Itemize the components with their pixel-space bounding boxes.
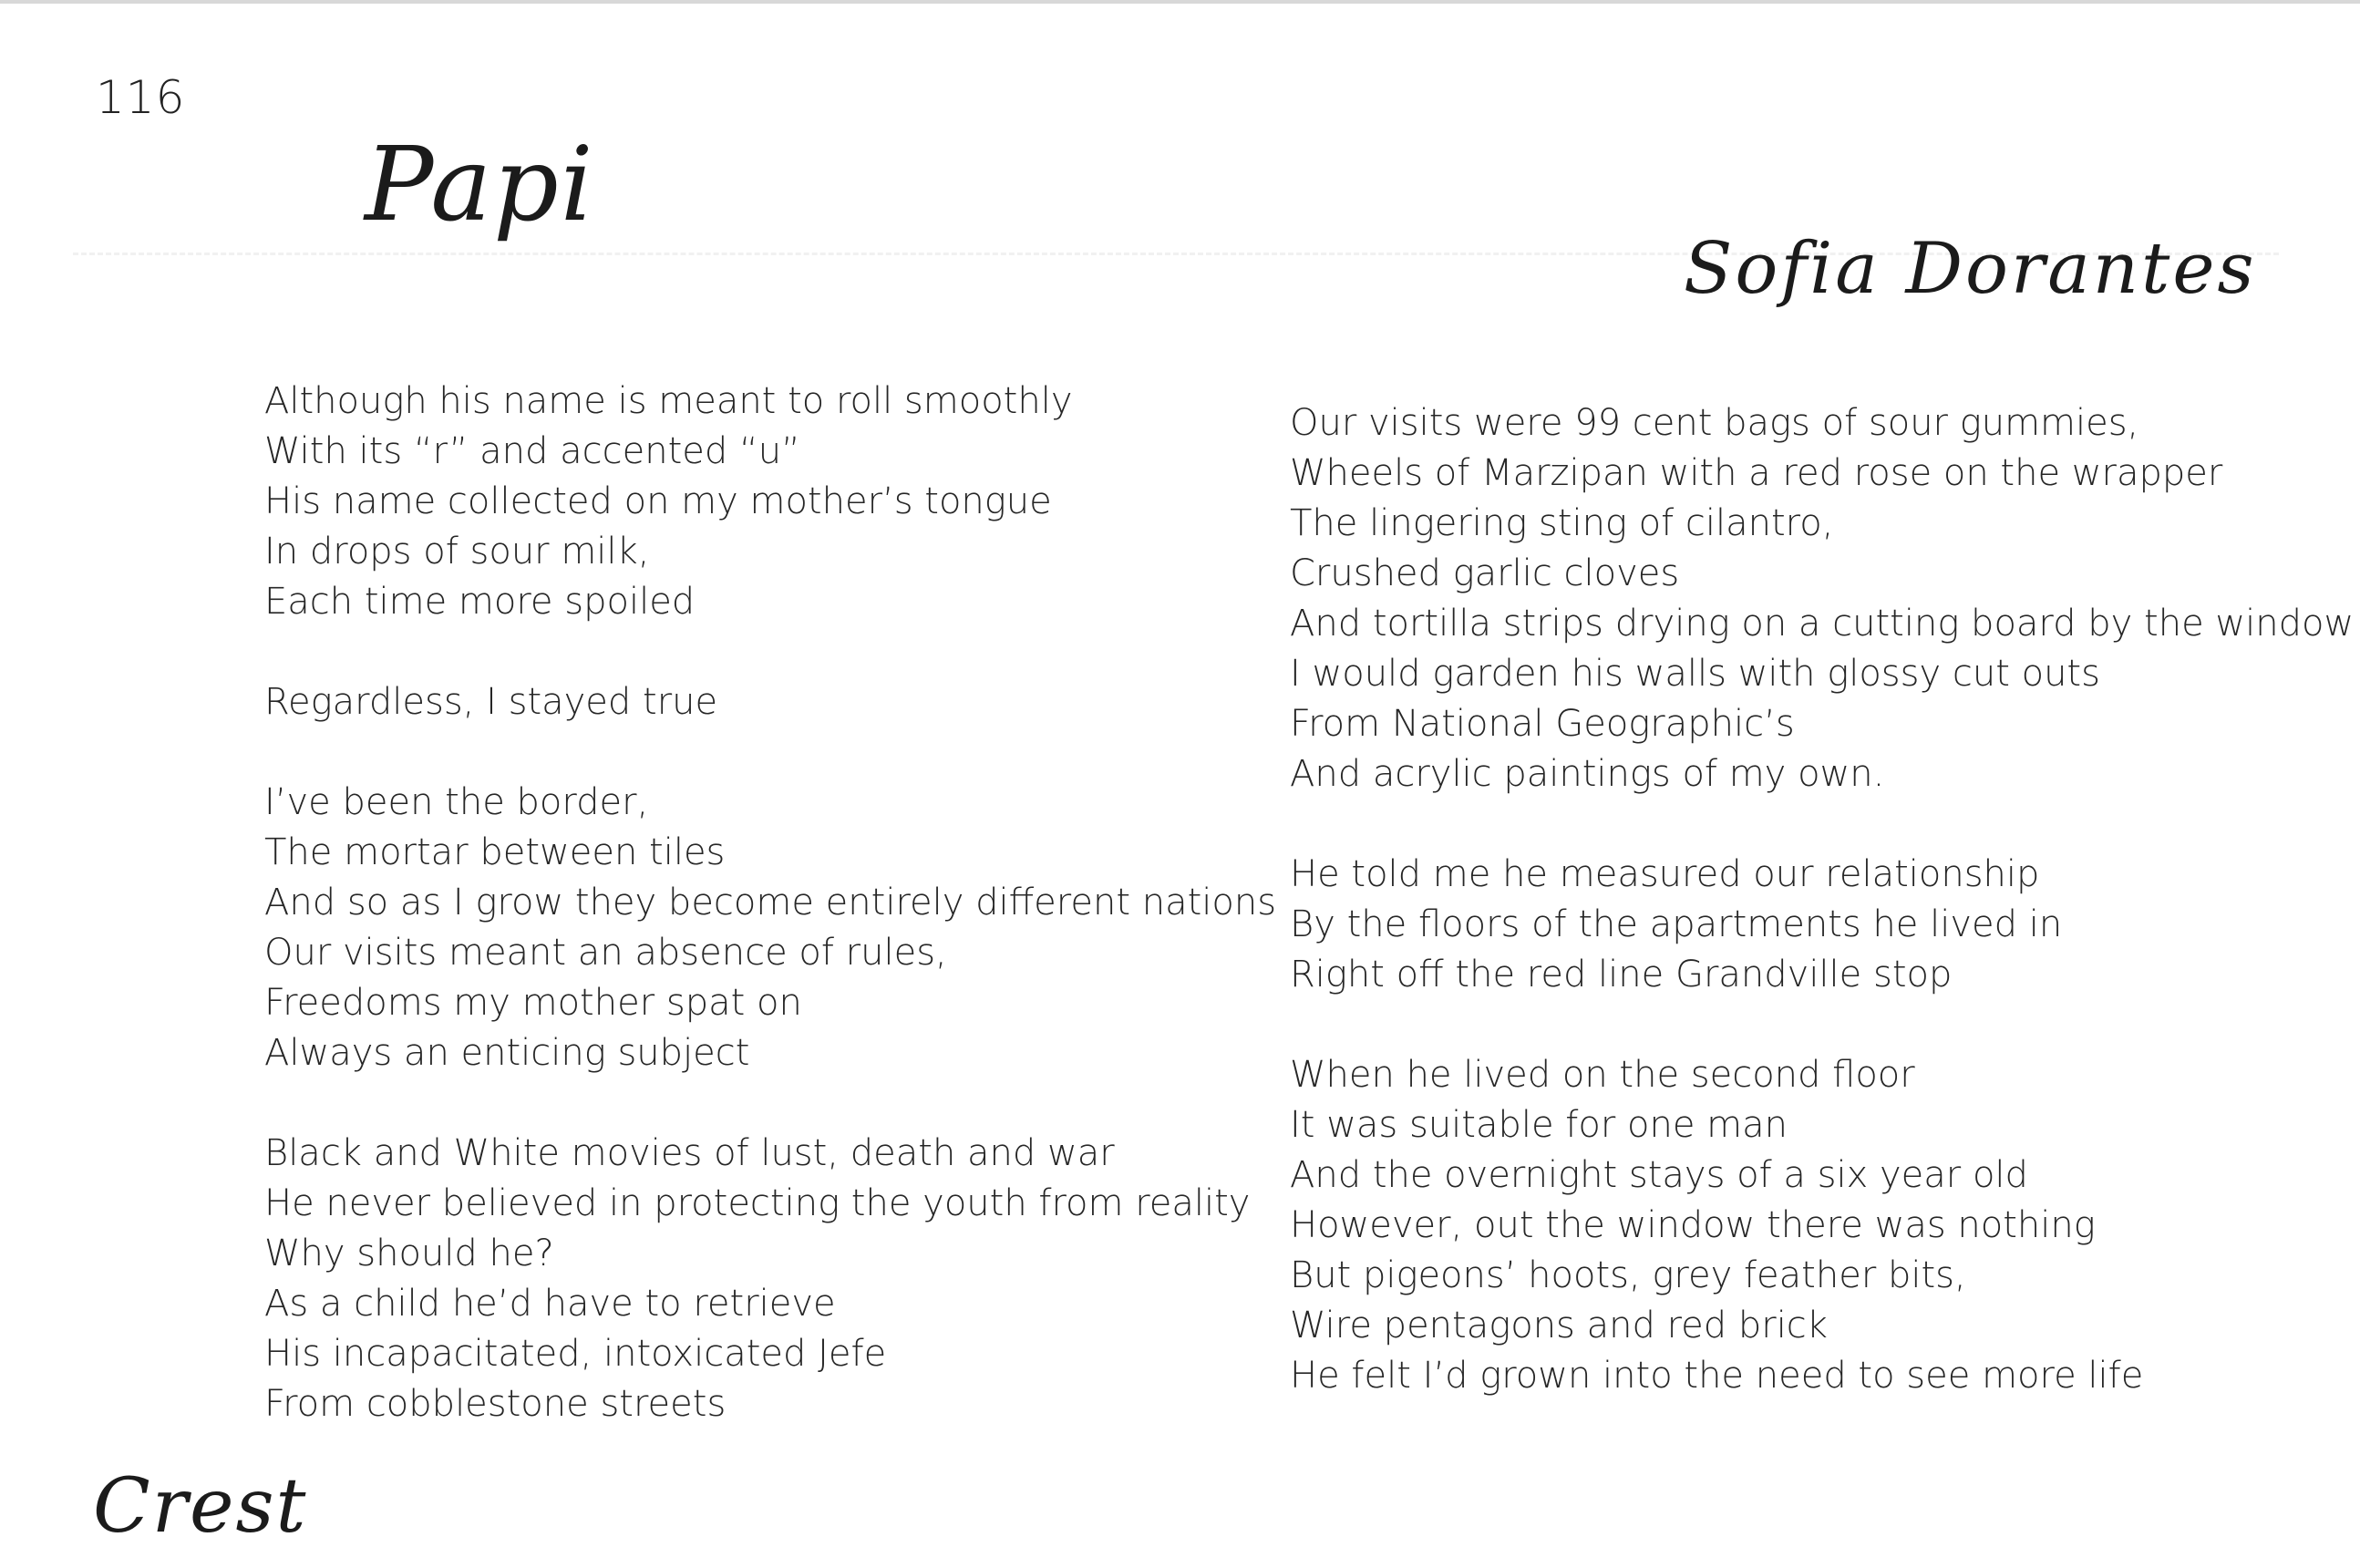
poem-line: Always an enticing subject — [264, 1032, 750, 1074]
author-name: Sofia Dorantes — [1684, 228, 2257, 310]
poem-line: He felt I’d grown into the need to see more life — [1290, 1355, 2144, 1397]
stanza-break — [264, 627, 1276, 677]
page-number: 116 — [96, 71, 186, 124]
poem-line: Right off the red line Grandville stop — [1290, 954, 1953, 995]
poem-line: I’ve been the border, — [264, 781, 649, 823]
poem-line: However, out the window there was nothing — [1290, 1204, 2096, 1246]
poem-line: The mortar between tiles — [264, 831, 726, 873]
poem-line: Although his name is meant to roll smoothly — [264, 380, 1073, 422]
poem-line: With its “r” and accented “u” — [264, 430, 800, 472]
scan-top-edge — [0, 0, 2360, 4]
poem-line: And so as I grow they become entirely different nations — [264, 882, 1277, 923]
poem-line: Our visits were 99 cent bags of sour gummies, — [1290, 402, 2139, 444]
poem-line: Wheels of Marzipan with a red rose on the wrapper — [1290, 452, 2223, 494]
stanza-break — [1290, 799, 2354, 850]
poem-line: His incapacitated, intoxicated Jefe — [264, 1333, 887, 1375]
poem-line: From cobblestone streets — [264, 1383, 727, 1425]
poem-line: As a child he’d have to retrieve — [264, 1283, 836, 1325]
poem-line: It was suitable for one man — [1290, 1104, 1788, 1146]
poem-line: From National Geographic’s — [1290, 703, 1795, 745]
stanza-break — [264, 727, 1276, 778]
poem-line: But pigeons’ hoots, grey feather bits, — [1290, 1254, 1966, 1296]
poem-line: Black and White movies of lust, death and war — [264, 1132, 1115, 1174]
poem-line: Crushed garlic cloves — [1290, 552, 1680, 594]
poem-line: Our visits meant an absence of rules, — [264, 932, 947, 974]
poem-line: Why should he? — [264, 1233, 554, 1274]
poem-line: His name collected on my mother’s tongue — [264, 480, 1052, 522]
poem-column-left — [264, 377, 1276, 1429]
poem-column-right — [1290, 398, 2354, 1401]
poem-line: The lingering sting of cilantro, — [1290, 502, 1834, 544]
poem-line: Wire pentagons and red brick — [1290, 1305, 1828, 1346]
poem-line: By the floors of the apartments he lived in — [1290, 903, 2063, 945]
stanza-break — [1290, 1000, 2354, 1050]
poem-line: Each time more spoiled — [264, 581, 696, 623]
poem-title: Papi — [365, 126, 595, 244]
poem-line: Freedoms my mother spat on — [264, 982, 802, 1024]
poem-line: He never believed in protecting the youth from reality — [264, 1182, 1251, 1224]
poem-line: And the overnight stays of a six year old — [1290, 1154, 2028, 1196]
poem-line: And tortilla strips drying on a cutting board by the window — [1290, 603, 2355, 645]
poem-line: When he lived on the second floor — [1290, 1054, 1915, 1096]
poem-line: He told me he measured our relationship — [1290, 853, 2040, 895]
publication-name: Crest — [93, 1463, 308, 1550]
poem-line: In drops of sour milk, — [264, 531, 650, 573]
poem-line: Regardless, I stayed true — [264, 681, 718, 723]
stanza-break — [264, 1078, 1276, 1129]
poem-line: And acrylic paintings of my own. — [1290, 753, 1885, 795]
poem-line: I would garden his walls with glossy cut outs — [1290, 653, 2100, 695]
